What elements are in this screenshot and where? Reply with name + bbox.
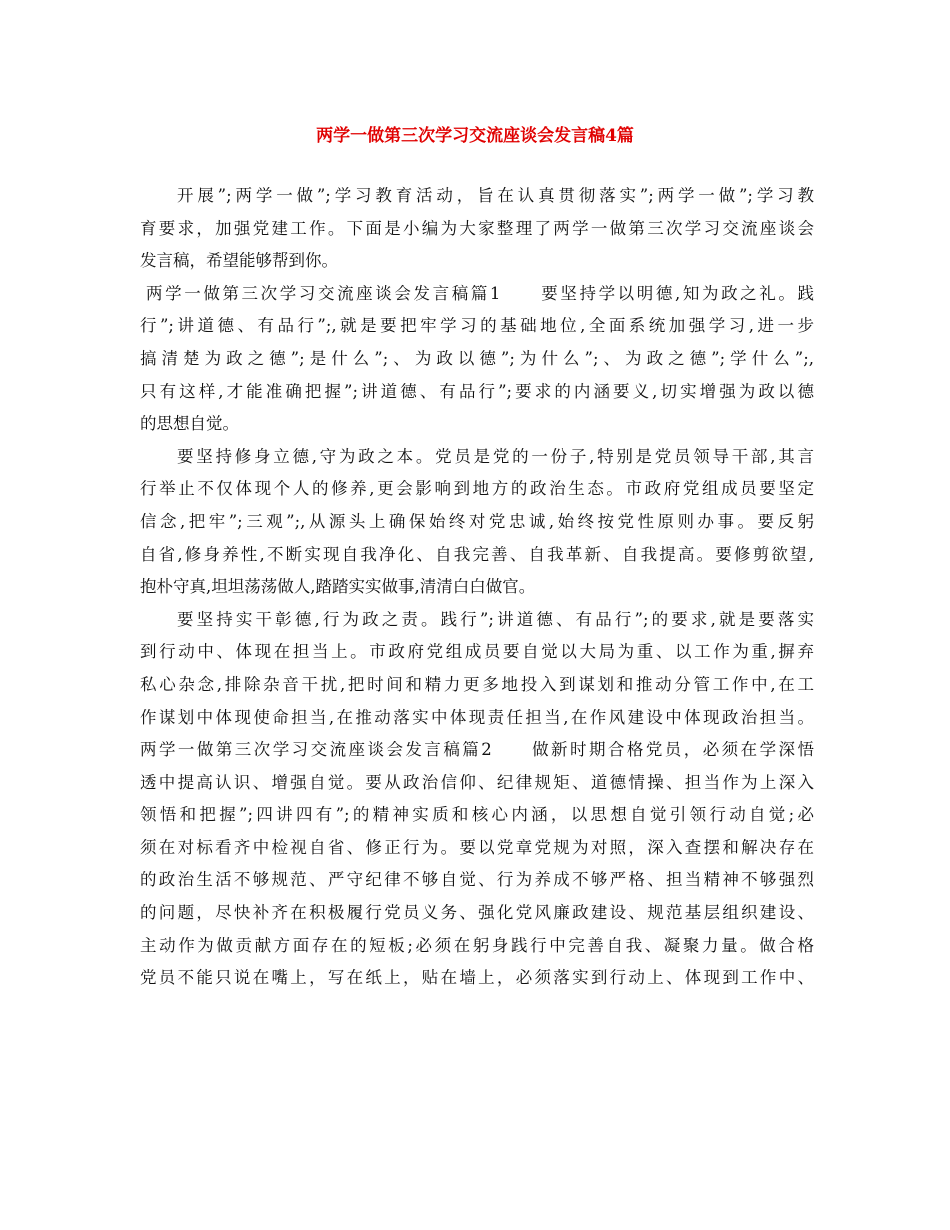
body-line: 领悟和把握”;四讲四有”;的精神实质和核心内涵，以思想自觉引领行动自觉;必: [140, 805, 814, 825]
body-line: 搞清楚为政之德”;是什么”;、为政以德”;为什么”;、为政之德”;学什么”;,: [140, 348, 814, 368]
body-line: 的政治生活不够规范、严守纪律不够自觉、行为养成不够严格、担当精神不够强烈: [140, 870, 814, 890]
section-heading-line: 两学一做第三次学习交流座谈会发言稿篇1 要坚持学以明德,知为政之礼。践: [146, 283, 814, 303]
body-line: 抱朴守真,坦坦荡荡做人,踏踏实实做事,清清白白做官。: [140, 577, 536, 597]
body-line: 自省,修身养性,不断实现自我净化、自我完善、自我革新、自我提高。要修剪欲望,: [140, 544, 814, 564]
document-title: 两学一做第三次学习交流座谈会发言稿4篇: [316, 126, 634, 146]
body-line: 育要求，加强党建工作。下面是小编为大家整理了两学一做第三次学习交流座谈会: [140, 218, 814, 238]
body-line: 到行动中、体现在担当上。市政府党组成员要自觉以大局为重、以工作为重,摒弃: [140, 642, 814, 662]
body-line: 的问题，尽快补齐在积极履行党员义务、强化党风廉政建设、规范基层组织建设、: [140, 903, 814, 923]
body-line: 开展”;两学一做”;学习教育活动，旨在认真贯彻落实”;两学一做”;学习教: [177, 186, 814, 205]
body-line: 主动作为做贡献方面存在的短板;必须在躬身践行中完善自我、凝聚力量。做合格: [140, 935, 814, 955]
body-line: 的思想自觉。: [140, 414, 239, 434]
body-line: 要坚持实干彰德,行为政之责。践行”;讲道德、有品行”;的要求,就是要落实: [177, 609, 814, 629]
body-line: 行”;讲道德、有品行”;,就是要把牢学习的基础地位,全面系统加强学习,进一步: [140, 316, 814, 336]
body-line: 须在对标看齐中检视自省、修正行为。要以党章党规为对照，深入查摆和解决存在: [140, 837, 814, 857]
document-body: [140, 180, 814, 995]
body-line: 信念,把牢”;三观”;,从源头上确保始终对党忠诚,始终按党性原则办事。要反躬: [140, 511, 814, 531]
body-line: 私心杂念,排除杂音干扰,把时间和精力更多地投入到谋划和推动分管工作中,在工: [140, 674, 814, 694]
body-line: 行举止不仅体现个人的修养,更会影响到地方的政治生态。市政府党组成员要坚定: [140, 479, 814, 499]
body-line: 透中提高认识、增强自觉。要从政治信仰、纪律规矩、道德情操、担当作为上深入: [140, 772, 814, 792]
body-line: 党员不能只说在嘴上，写在纸上，贴在墙上，必须落实到行动上、体现到工作中、: [140, 968, 814, 988]
body-line: 发言稿，希望能够帮到你。: [140, 251, 338, 271]
body-line: 作谋划中体现使命担当,在推动落实中体现责任担当,在作风建设中体现政治担当。: [140, 707, 814, 727]
section-heading-line: 两学一做第三次学习交流座谈会发言稿篇2 做新时期合格党员，必须在学深悟: [140, 740, 814, 760]
body-line: 只有这样,才能准确把握”;讲道德、有品行”;要求的内涵要义,切实增强为政以德: [140, 381, 814, 401]
body-line: 要坚持修身立德,守为政之本。党员是党的一份子,特别是党员领导干部,其言: [177, 446, 814, 466]
